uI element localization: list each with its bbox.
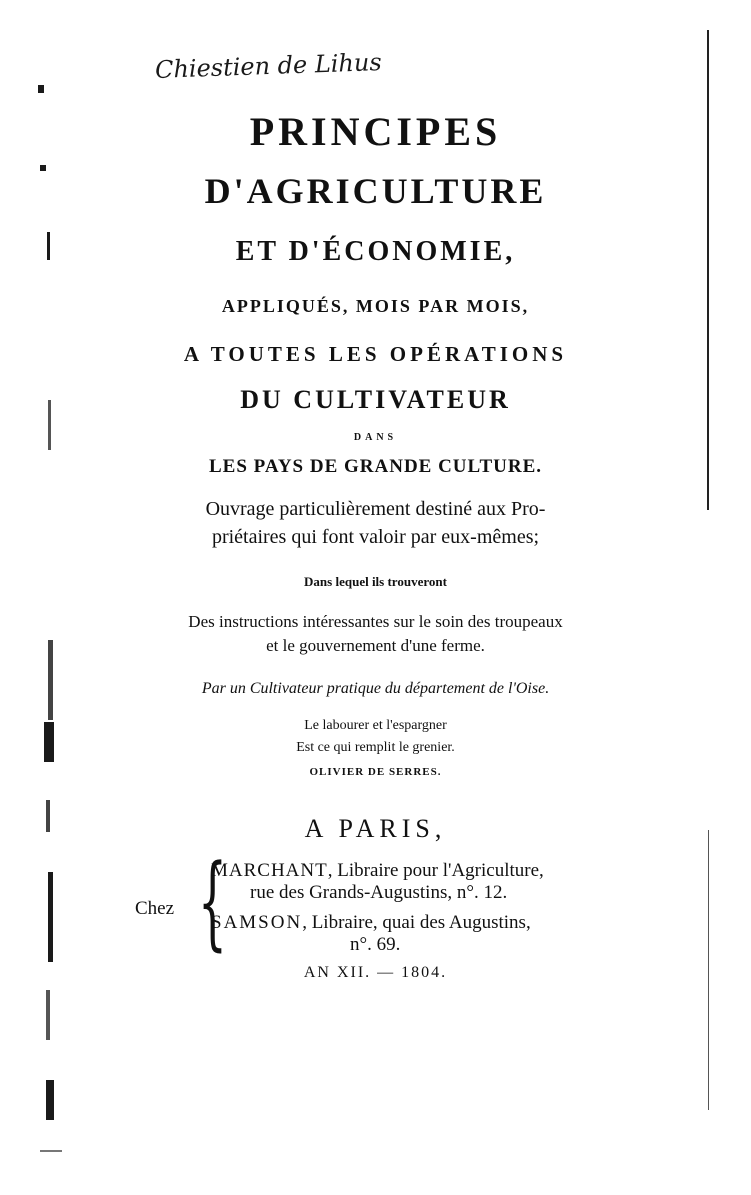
chez-label: Chez	[135, 898, 175, 919]
note: Dans lequel ils trouveront	[304, 574, 447, 589]
description-line-1: Ouvrage particulièrement destiné aux Pro-	[205, 498, 546, 520]
place: A PARIS,	[304, 814, 447, 843]
title: PRINCIPES	[249, 109, 502, 154]
margin-mark	[38, 85, 44, 93]
author: Par un Cultivateur pratique du département de l'Oise.	[201, 680, 550, 697]
brace-icon: {	[197, 843, 228, 962]
instructions-line-2: et le gouvernement d'une ferme.	[266, 636, 485, 655]
date: AN XII. — 1804.	[303, 964, 448, 981]
margin-mark	[46, 990, 50, 1040]
publisher-marchant: MARCHANT	[211, 860, 328, 881]
publisher-line-4: n°. 69.	[350, 934, 401, 955]
margin-mark	[46, 1080, 54, 1120]
publisher-line-1	[211, 860, 544, 882]
subtitle-pays: LES PAYS DE GRANDE CULTURE.	[208, 456, 542, 477]
handwritten-signature: Chiestien de Lihus	[154, 48, 383, 84]
publisher-marchant-desc: , Libraire pour l'Agriculture,	[327, 860, 544, 881]
epigraph-line-1: Le labourer et l'espargner	[304, 718, 447, 733]
margin-mark	[48, 872, 53, 962]
subtitle-cultivateur: DU CULTIVATEUR	[240, 385, 511, 414]
margin-mark	[44, 722, 54, 762]
publisher-samson: SAMSON	[211, 912, 303, 933]
subtitle-economie: ET D'ÉCONOMIE,	[235, 236, 516, 267]
margin-mark	[47, 232, 50, 260]
margin-mark	[40, 1150, 62, 1152]
publisher-line-3	[211, 912, 531, 934]
publisher-line-2: rue des Grands-Augustins, n°. 12.	[250, 882, 508, 903]
publisher-samson-desc: , Libraire, quai des Augustins,	[302, 912, 531, 933]
subtitle-agriculture: D'AGRICULTURE	[204, 171, 547, 211]
margin-mark	[40, 165, 46, 171]
right-edge-line	[707, 30, 709, 510]
right-edge-line-lower	[708, 830, 709, 1110]
margin-mark	[48, 400, 51, 450]
margin-mark	[46, 800, 50, 832]
margin-mark	[48, 640, 53, 720]
subtitle-operations: A TOUTES LES OPÉRATIONS	[183, 342, 568, 366]
epigraph-author: OLIVIER DE SERRES.	[309, 766, 442, 778]
epigraph-line-2: Est ce qui remplit le grenier.	[296, 740, 455, 755]
subtitle-dans: DANS	[353, 432, 398, 443]
instructions-line-1: Des instructions intéressantes sur le soin des troupeaux	[188, 612, 563, 631]
description-line-2: priétaires qui font valoir par eux-mêmes;	[211, 526, 540, 548]
subtitle-appliques: APPLIQUÉS, MOIS PAR MOIS,	[221, 296, 530, 316]
